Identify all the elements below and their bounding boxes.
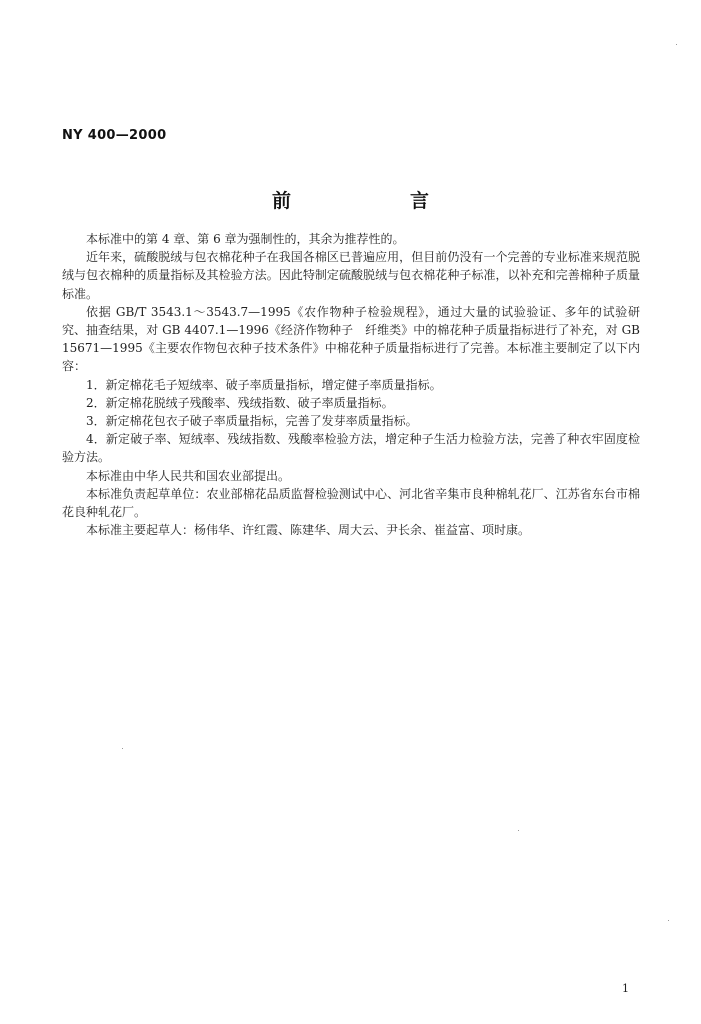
page-number: 1 xyxy=(622,982,629,995)
page-title: 前 言 xyxy=(271,190,479,212)
list-item-2: 2．新定棉花脱绒子残酸率、残绒指数、破子率质量指标。 xyxy=(86,395,394,410)
paragraph-proposer: 本标准由中华人民共和国农业部提出。 xyxy=(86,468,291,483)
scan-speck xyxy=(518,830,519,831)
scan-speck xyxy=(668,920,669,921)
scan-speck xyxy=(122,748,123,749)
list-item-4: 4．新定破子率、短绒率、残绒指数、残酸率检验方法，增定种子生活力检验方法，完善了种衣牢固度检验方法。 xyxy=(62,432,640,465)
standard-code: NY 400—2000 xyxy=(62,128,167,143)
foreword-body xyxy=(62,230,640,539)
list-item-1: 1．新定棉花毛子短绒率、破子率质量指标，增定健子率质量指标。 xyxy=(86,377,442,392)
paragraph-basis: 依据 GB/T 3543.1～3543.7—1995《农作物种子检验规程》，通过大量的试验验证、多年的试验研究、抽查结果，对 GB 4407.1—1996《经济作物种子 纤维类》中的棉花种子质量指标进行了补充，对 GB 15671—1995《主要农作物包衣种子技术条件》中棉花种子质量指标进行了完善。本标准主要制定了以下内容： xyxy=(62,304,640,374)
paragraph-drafters: 本标准主要起草人：杨伟华、许红霞、陈建华、周大云、尹长余、崔益富、项时康。 xyxy=(86,523,531,538)
scan-speck xyxy=(676,44,677,45)
paragraph-mandatory-chapters: 本标准中的第 4 章、第 6 章为强制性的，其余为推荐性的。 xyxy=(86,232,405,246)
paragraph-background: 近年来，硫酸脱绒与包衣棉花种子在我国各棉区已普遍应用，但目前仍没有一个完善的专业标准来规范脱绒与包衣棉种的质量指标及其检验方法。因此特制定硫酸脱绒与包衣棉花种子标准，以补充和完善棉种子质量标准。 xyxy=(62,250,640,301)
list-item-3: 3．新定棉花包衣子破子率质量指标，完善了发芽率质量指标。 xyxy=(86,414,418,429)
paragraph-drafting-units: 本标准负责起草单位：农业部棉花品质监督检验测试中心、河北省辛集市良种棉轧花厂、江苏省东台市棉花良种轧花厂。 xyxy=(62,486,640,520)
